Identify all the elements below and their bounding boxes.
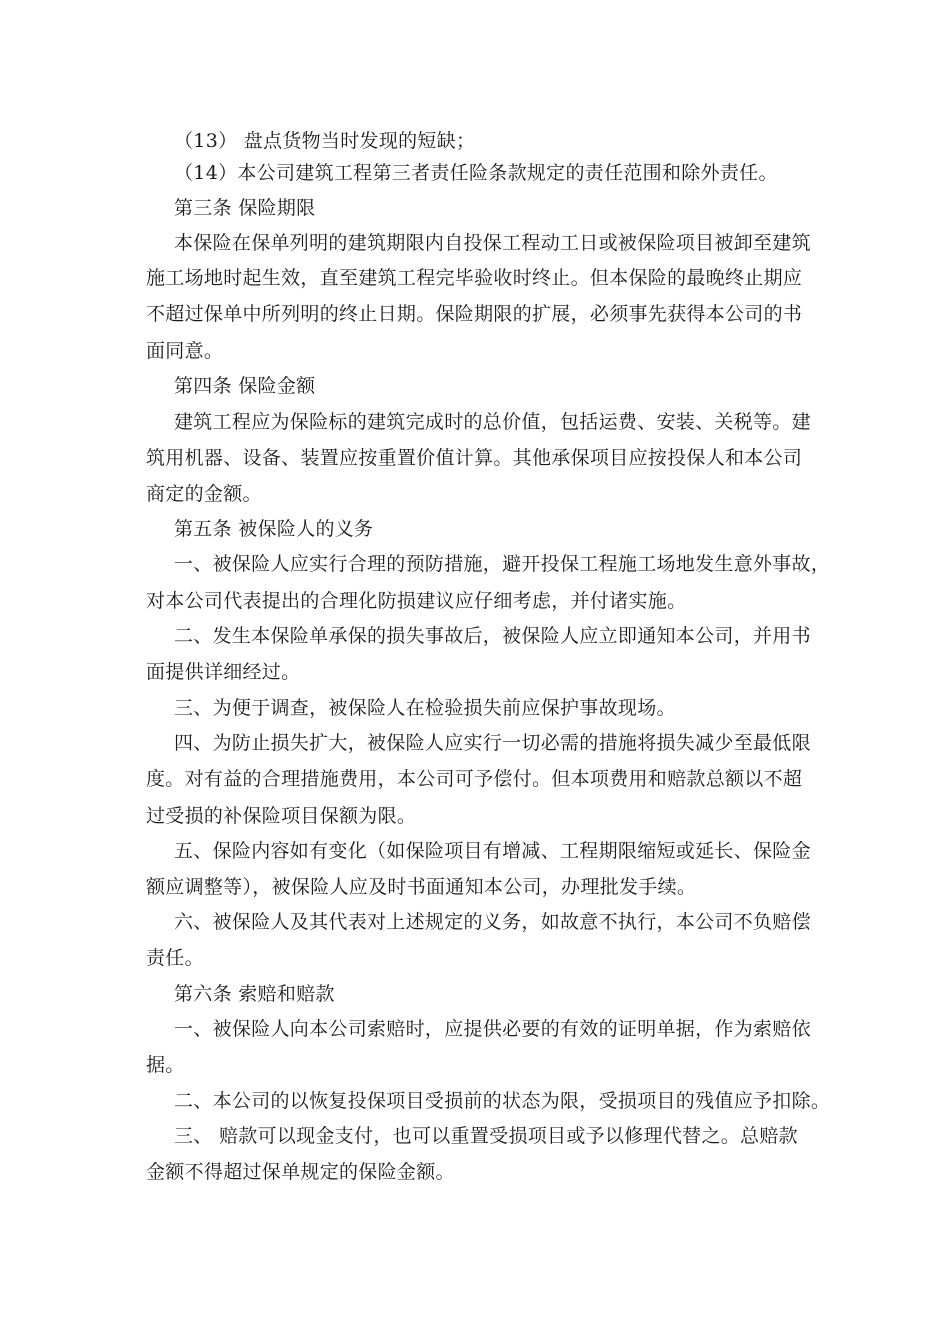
paragraph-line: 不超过保单中所列明的终止日期。保险期限的扩展，必须事先获得本公司的书 <box>146 303 803 325</box>
paragraph-line: 过受损的补保险项目保额为限。 <box>146 805 417 827</box>
paragraph-line: 商定的金额。 <box>146 483 262 505</box>
paragraph-line: 二、发生本保险单承保的损失事故后，被保险人应立即通知本公司，并用书 <box>174 625 811 647</box>
paragraph-line: 一、被保险人应实行合理的预防措施，避开投保工程施工场地发生意外事故， <box>174 553 831 575</box>
list-item: （14）本公司建筑工程第三者责任险条款规定的责任范围和除外责任。 <box>174 162 778 184</box>
paragraph-line: 对本公司代表提出的合理化防损建议应仔细考虑，并付诸实施。 <box>146 590 687 612</box>
paragraph-line: 四、为防止损失扩大，被保险人应实行一切必需的措施将损失减少至最低限 <box>174 732 811 754</box>
paragraph-line: 三、为便于调查，被保险人在检验损失前应保护事故现场。 <box>174 697 676 719</box>
paragraph-line: 面提供详细经过。 <box>146 661 301 683</box>
section-heading: 第五条 被保险人的义务 <box>174 518 374 540</box>
paragraph-line: 金额不得超过保单规定的保险金额。 <box>146 1161 455 1183</box>
paragraph-line: 施工场地时起生效，直至建筑工程完毕验收时终止。但本保险的最晚终止期应 <box>146 267 803 289</box>
section-heading: 第六条 索赔和赔款 <box>174 983 335 1005</box>
paragraph-line: 额应调整等），被保险人应及时书面通知本公司，办理批发手续。 <box>146 876 697 898</box>
paragraph-line: 六、被保险人及其代表对上述规定的义务，如故意不执行，本公司不负赔偿 <box>174 911 811 933</box>
paragraph-line: 面同意。 <box>146 340 224 362</box>
paragraph-line: 五、保险内容如有变化（如保险项目有增减、工程期限缩短或延长、保险金 <box>174 840 811 862</box>
paragraph-line: 据。 <box>146 1054 185 1076</box>
paragraph-line: 本保险在保单列明的建筑期限内自投保工程动工日或被保险项目被卸至建筑 <box>174 232 811 254</box>
paragraph-line: 三、 赔款可以现金支付，也可以重置受损项目或予以修理代替之。总赔款 <box>174 1125 798 1147</box>
paragraph-line: 责任。 <box>146 947 204 969</box>
section-heading: 第三条 保险期限 <box>174 197 316 219</box>
paragraph-line: 度。对有益的合理措施费用，本公司可予偿付。但本项费用和赔款总额以不超 <box>146 768 803 790</box>
paragraph-line: 二、本公司的以恢复投保项目受损前的状态为限，受损项目的残值应予扣除。 <box>174 1090 831 1112</box>
section-heading: 第四条 保险金额 <box>174 375 316 397</box>
paragraph-line: 筑用机器、设备、装置应按重置价值计算。其他承保项目应按投保人和本公司 <box>146 447 803 469</box>
list-item: （13） 盘点货物当时发现的短缺； <box>174 130 476 152</box>
paragraph-line: 建筑工程应为保险标的建筑完成时的总价值，包括运费、安装、关税等。建 <box>174 411 811 433</box>
paragraph-line: 一、被保险人向本公司索赔时，应提供必要的有效的证明单据，作为索赔依 <box>174 1018 811 1040</box>
